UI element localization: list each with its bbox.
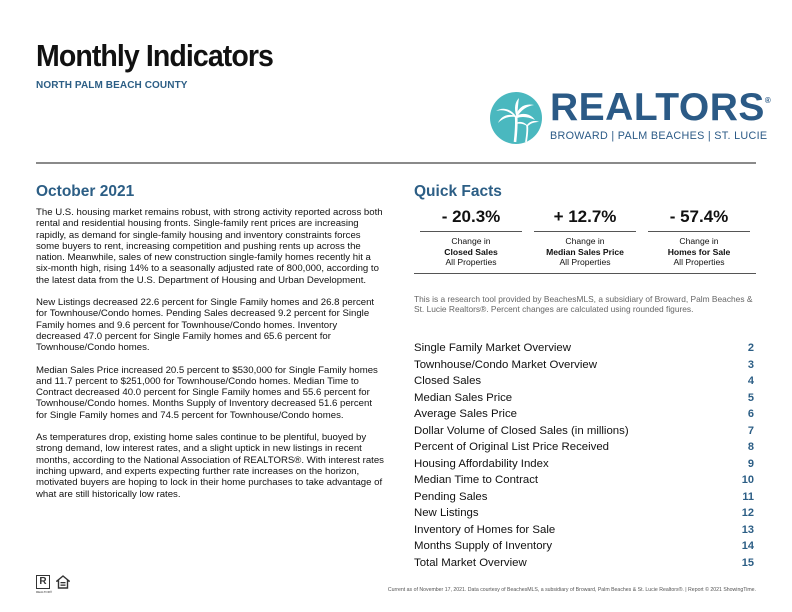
fact-value: + 12.7%	[553, 207, 617, 226]
market-summary	[36, 183, 384, 511]
quick-facts-row	[414, 207, 756, 268]
summary-paragraph: The U.S. housing market remains robust, with strong activity reported across both rental and residential housing fronts. Single-family rent prices are increasing rapidly, as demand for single-family housing and inventory constraints forces some buyers to rent, increasing competition and pushing rents up across the nation. Meanwhile, sales of new construction single-family homes recently hit a six-month high, rising 14% to a seasonally adjusted rate of 800,000, according to the latest data from the U.S. Department of Housing and Urban Development.	[36, 207, 383, 286]
toc-page: 14	[741, 540, 754, 552]
toc-page: 2	[747, 342, 754, 354]
toc-label: New Listings	[414, 507, 479, 519]
palm-tree-icon	[490, 92, 542, 144]
realtors-wordmark: REALTORS®	[550, 86, 772, 129]
toc-item[interactable]	[414, 342, 754, 359]
toc-item[interactable]	[414, 557, 754, 574]
toc-label: Inventory of Homes for Sale	[414, 523, 556, 536]
toc-label: Single Family Market Overview	[414, 342, 571, 354]
toc-item[interactable]	[414, 425, 754, 442]
toc-label: Total Market Overview	[414, 556, 527, 569]
research-tool-note: This is a research tool provided by BeachesMLS, a subsidiary of Broward, Palm Beaches & St. Lucie Realtors®. Percent changes are calculated using rounded figures.	[414, 293, 753, 315]
toc-page: 15	[741, 556, 754, 569]
toc-page: 4	[747, 375, 754, 387]
toc-item[interactable]	[414, 491, 754, 508]
table-of-contents	[414, 342, 754, 573]
header-divider	[36, 162, 756, 164]
toc-page: 10	[741, 474, 754, 486]
fact-value: - 20.3%	[441, 207, 501, 226]
toc-label: Median Sales Price	[414, 391, 513, 404]
toc-page: 5	[747, 391, 754, 404]
toc-item[interactable]	[414, 458, 754, 475]
toc-page: 7	[747, 424, 754, 437]
toc-item[interactable]	[414, 375, 754, 392]
summary-paragraph: As temperatures drop, existing home sales continue to be plentiful, buoyed by strong demand, low interest rates, and a slight uptick in new listings in recent months, according to the National Association of REALTORS®. With interest rates inching upward, and experts expecting further rate increases on the horizon, motivated buyers are hoping to lock in their home purchases to take advantage of what are still historically low rates.	[36, 432, 384, 500]
fact-median-sales-price	[528, 207, 642, 268]
toc-label: Percent of Original List Price Received	[414, 441, 609, 453]
equal-housing-icon	[56, 575, 70, 589]
toc-label: Average Sales Price	[414, 408, 517, 420]
toc-item[interactable]	[414, 540, 754, 557]
fact-description: Change in Median Sales Price All Properties	[546, 236, 624, 268]
toc-label: Pending Sales	[414, 490, 488, 503]
toc-label: Townhouse/Condo Market Overview	[414, 358, 597, 371]
realtors-logo	[490, 86, 772, 148]
summary-paragraph: New Listings decreased 22.6 percent for Single Family homes and 26.8 percent for Townhouse/Condo homes. Pending Sales decreased 9.2 percent for Single Family homes and 9.6 percent for Townhouse/Condo homes. Inventory decreased 47.0 percent for Single Family homes and 65.6 percent for Townhouse/Condo homes.	[36, 297, 375, 354]
fact-description: Change in Homes for Sale All Properties	[667, 236, 731, 268]
page-title: Monthly Indicators	[36, 38, 273, 73]
toc-page: 12	[741, 507, 754, 519]
fact-homes-for-sale	[642, 207, 756, 268]
toc-item[interactable]	[414, 441, 754, 458]
fact-closed-sales	[414, 207, 528, 268]
page-subtitle: NORTH PALM BEACH COUNTY	[36, 80, 188, 91]
toc-page: 3	[747, 358, 754, 371]
footer-icons	[36, 575, 76, 593]
toc-label: Closed Sales	[414, 375, 482, 387]
toc-item[interactable]	[414, 474, 754, 491]
toc-page: 9	[747, 457, 754, 470]
toc-item[interactable]	[414, 408, 754, 425]
quick-facts-bottom-rule	[414, 273, 756, 274]
footer-credits: Current as of November 17, 2021. Data courtesy of BeachesMLS, a subsidiary of Broward, Palm Beaches & St. Lucie Realtors®. | Report © 2021 ShowingTime.	[387, 587, 756, 593]
summary-paragraph: Median Sales Price increased 20.5 percent to $530,000 for Single Family homes and 11.7 percent to $251,000 for Townhouse/Condo homes. Median Time to Contract decreased 40.0 percent for Single Family homes and 55.6 percent for Townhouse/Condo homes. Months Supply of Inventory decreased 51.6 percent for Single Family homes and 74.5 percent for Townhouse/Condo homes.	[36, 364, 378, 421]
toc-item[interactable]	[414, 524, 754, 541]
toc-item[interactable]	[414, 507, 754, 524]
quick-facts-heading: Quick Facts	[414, 183, 502, 200]
toc-page: 6	[747, 408, 754, 420]
realtor-r-icon: R	[36, 575, 50, 589]
toc-page: 13	[741, 523, 754, 536]
realtor-r-caption: REALTOR®	[36, 590, 53, 594]
toc-page: 11	[742, 490, 754, 503]
realtors-tagline: BROWARD | PALM BEACHES | ST. LUCIE	[550, 130, 768, 142]
toc-label: Median Time to Contract	[414, 474, 539, 486]
toc-page: 8	[747, 441, 754, 453]
quick-facts	[414, 183, 756, 315]
toc-label: Dollar Volume of Closed Sales (in millions)	[414, 424, 629, 437]
summary-heading: October 2021	[36, 183, 135, 200]
fact-value: - 57.4%	[669, 207, 729, 226]
toc-label: Months Supply of Inventory	[414, 540, 553, 552]
toc-item[interactable]	[414, 359, 754, 376]
fact-description: Change in Closed Sales All Properties	[444, 236, 498, 268]
toc-item[interactable]	[414, 392, 754, 409]
toc-label: Housing Affordability Index	[414, 457, 549, 470]
